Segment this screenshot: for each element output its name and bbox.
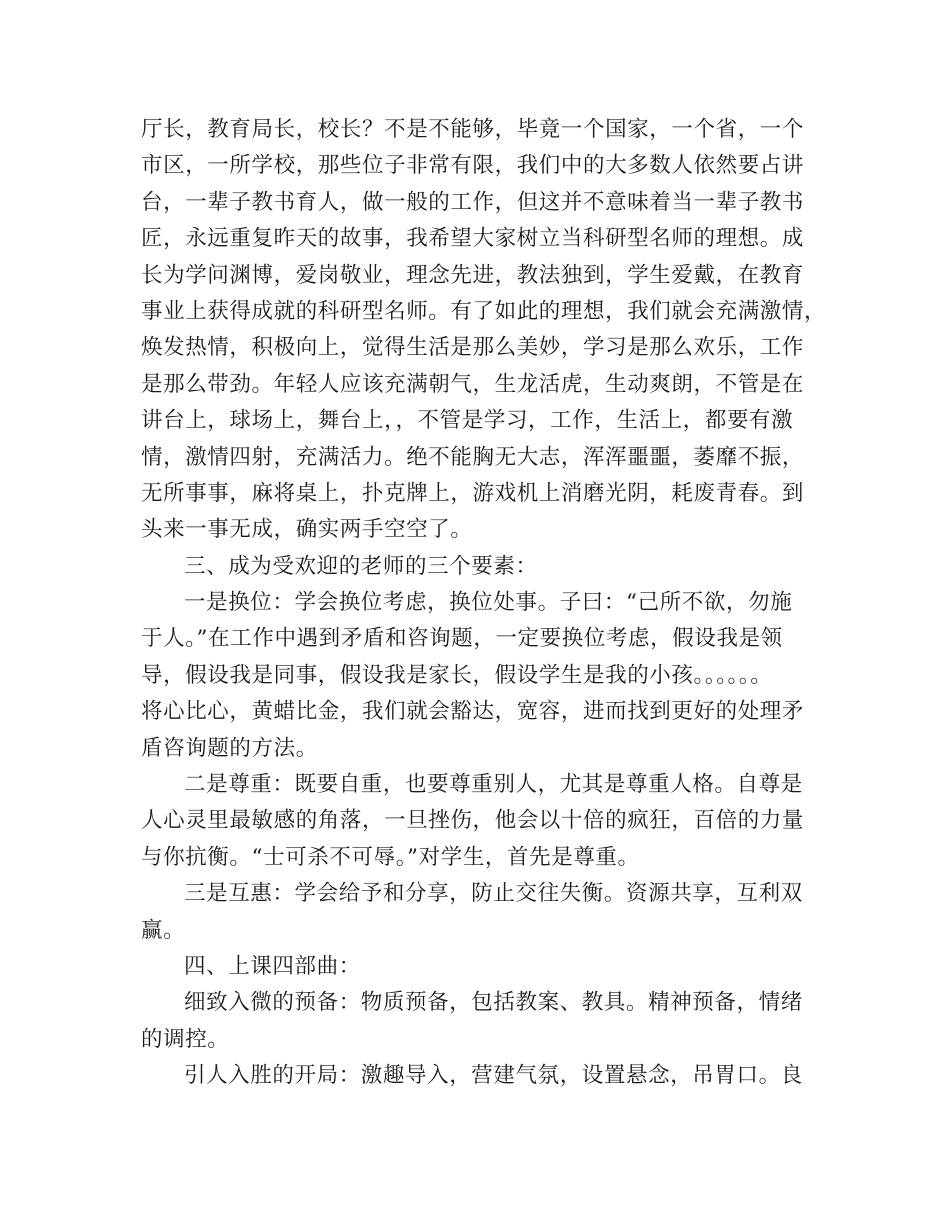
text-line: 匠，永远重复昨天的故事，我希望大家树立当科研型名师的理想。成 [141,226,805,252]
text-line: 赢。 [141,917,186,943]
text-line: 情，激情四射，充满活力。绝不能胸无大志，浑浑噩噩，萎靡不振， [141,444,805,470]
text-line: 三、成为受欢迎的老师的三个要素： [184,553,538,579]
text-line: 人心灵里最敏感的角落，一旦挫伤，他会以十倍的疯狂，百倍的力量 [141,808,805,834]
text-line: 细致入微的预备：物质预备，包括教案、教具。精神预备，情绪 [184,990,803,1016]
text-line: 焕发热情，积极向上，觉得生活是那么美妙，学习是那么欢乐，工作 [141,335,805,361]
text-line: 事业上获得成就的科研型名师。有了如此的理想，我们就会充满激情， [141,298,827,324]
text-line: 四、上课四部曲： [184,953,361,979]
text-line: 引人入胜的开局：激趣导入，营建气氛，设置悬念，吊胃口。良 [184,1063,803,1089]
text-line: 于人。”在工作中遇到矛盾和咨询题，一定要换位考虑，假设我是领 [141,626,783,652]
text-line: 台，一辈子教书育人，做一般的工作，但这并不意味着当一辈子教书 [141,189,805,215]
text-line: 讲台上，球场上，舞台上，，不管是学习，工作，生活上，都要有激 [141,408,794,434]
text-line: 头来一事无成，确实两手空空了。 [141,517,473,543]
text-line: 厅长，教育局长，校长？不是不能够，毕竟一个国家，一个省，一个 [141,117,805,142]
text-line: 三是互惠：学会给予和分享，防止交往失衡。资源共享，互利双 [184,881,803,907]
text-line: 导，假设我是同事，假设我是家长，假设学生是我的小孩。。。。。。 [141,662,773,688]
text-line: 是那么带劲。年轻人应该充满朝气，生龙活虎，生动爽朗，不管是在 [141,371,805,397]
text-line: 与你抗衡。“士可杀不可辱。”对学生，首先是尊重。 [141,844,640,870]
text-line: 无所事事，麻将桌上，扑克牌上，游戏机上消磨光阴，耗废青春。到 [141,480,805,506]
text-line: 长为学问渊博，爱岗敬业，理念先进，教法独到，学生爱戴，在教育 [141,262,805,288]
text-line: 二是尊重：既要自重，也要尊重别人，尤其是尊重人格。自尊是 [184,772,803,798]
document-body [141,112,831,1095]
text-line: 将心比心，黄蜡比金，我们就会豁达，宽容，进而找到更好的处理矛 [141,699,805,725]
text-line: 盾咨询题的方法。 [141,735,318,761]
text-line: 一是换位：学会换位考虑，换位处事。子曰：“己所不欲，勿施 [184,590,793,616]
text-line: 市区，一所学校，那些位子非常有限，我们中的大多数人依然要占讲 [141,153,805,179]
text-line: 的调控。 [141,1026,230,1052]
